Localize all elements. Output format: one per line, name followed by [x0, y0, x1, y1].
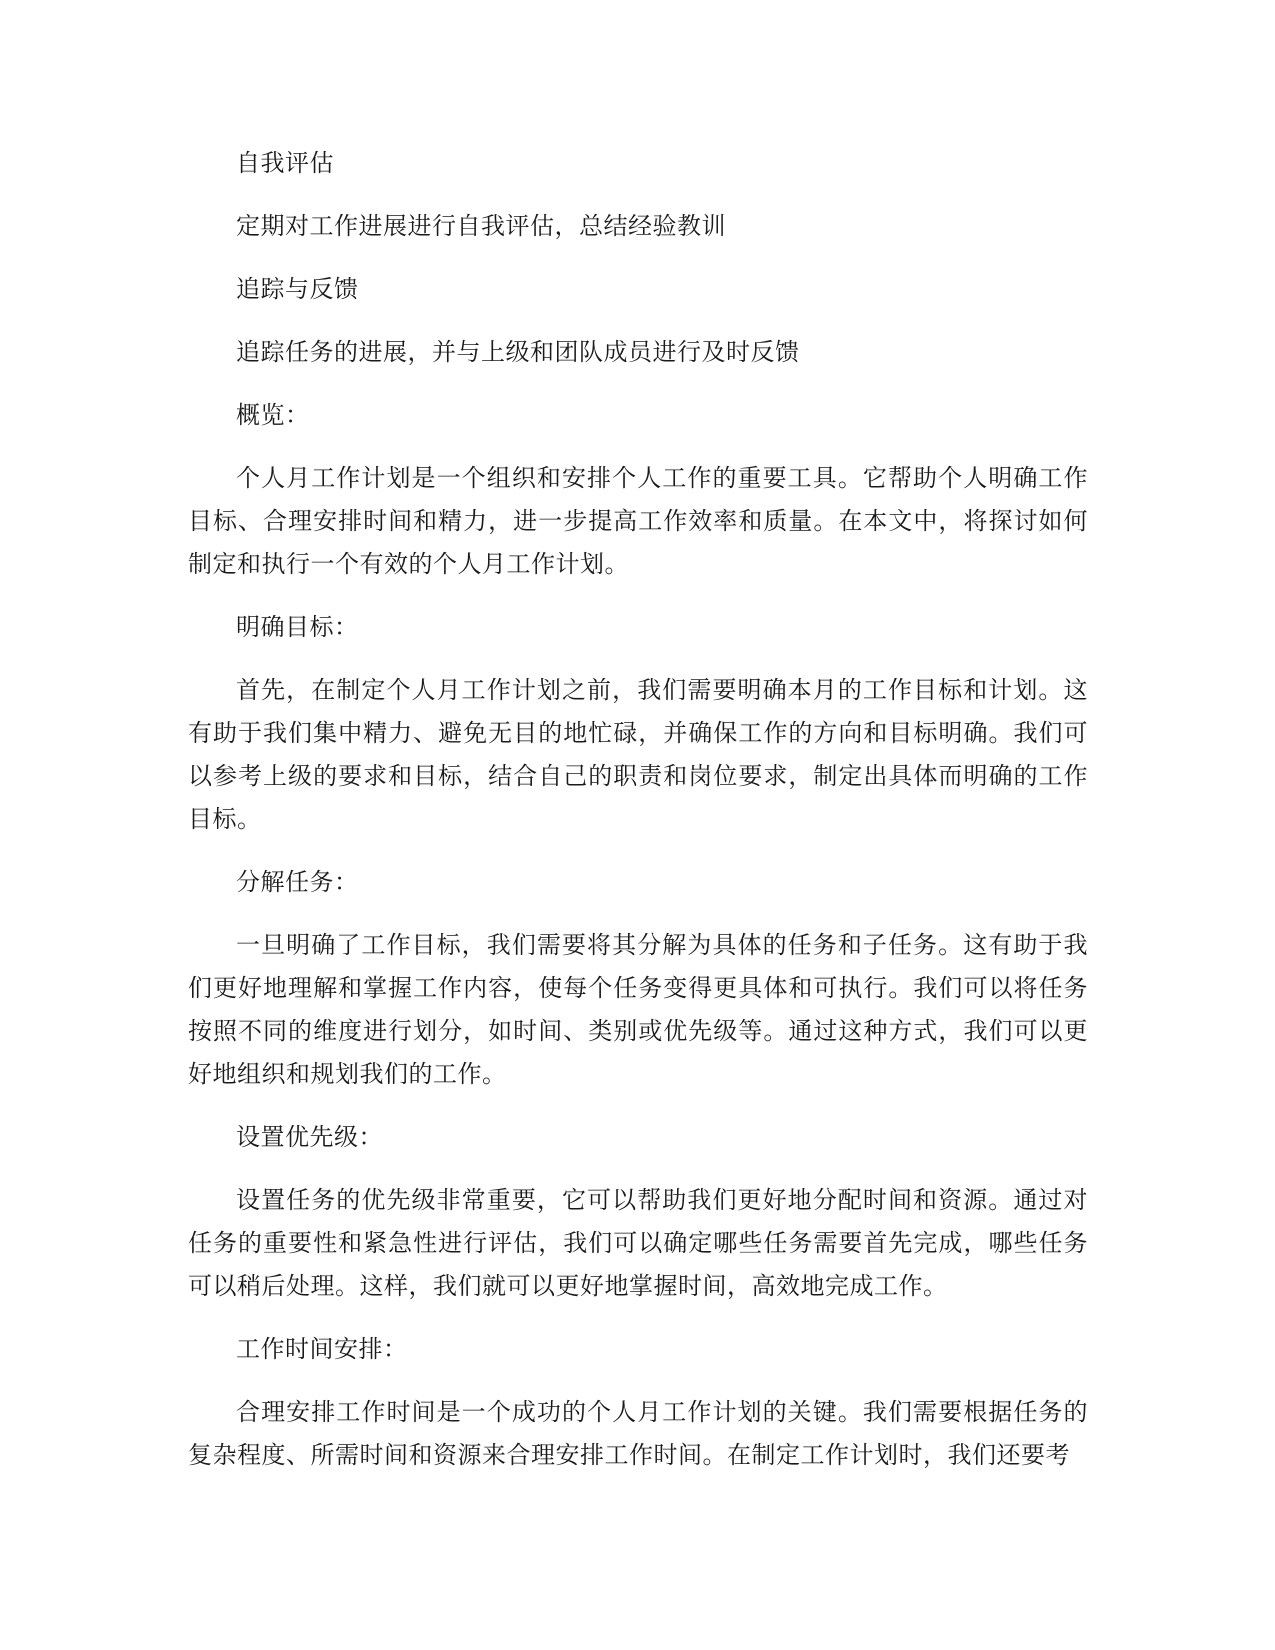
paragraph-set-priority: 设置任务的优先级非常重要，它可以帮助我们更好地分配时间和资源。通过对任务的重要性和紧急性进行评估，我们可以确定哪些任务需要首先完成，哪些任务可以稍后处理。这样，我们就可以更好地掌握时间，高效地完成工作。 — [188, 1186, 1088, 1300]
document-body — [188, 142, 1088, 1497]
section-heading-clear-goals: 明确目标： — [236, 613, 359, 641]
paragraph-clear-goals: 首先，在制定个人月工作计划之前，我们需要明确本月的工作目标和计划。这有助于我们集中精力、避免无目的地忙碌，并确保工作的方向和目标明确。我们可以参考上级的要求和目标，结合自己的职责和岗位要求，制定出具体而明确的工作目标。 — [188, 676, 1088, 833]
section-heading-self-assessment: 自我评估 — [236, 149, 334, 177]
paragraph-time-schedule: 合理安排工作时间是一个成功的个人月工作计划的关键。我们需要根据任务的复杂程度、所需时间和资源来合理安排工作时间。在制定工作计划时，我们还要考 — [188, 1398, 1088, 1469]
section-heading-time-schedule: 工作时间安排： — [236, 1335, 408, 1363]
section-heading-tracking-feedback: 追踪与反馈 — [236, 275, 359, 303]
paragraph-self-assessment: 定期对工作进展进行自我评估，总结经验教训 — [236, 212, 726, 240]
section-heading-overview: 概览： — [236, 401, 310, 429]
paragraph-overview: 个人月工作计划是一个组织和安排个人工作的重要工具。它帮助个人明确工作目标、合理安排时间和精力，进一步提高工作效率和质量。在本文中，将探讨如何制定和执行一个有效的个人月工作计划。 — [188, 464, 1088, 578]
section-heading-set-priority: 设置优先级： — [236, 1123, 383, 1151]
paragraph-break-down-tasks: 一旦明确了工作目标，我们需要将其分解为具体的任务和子任务。这有助于我们更好地理解和掌握工作内容，使每个任务变得更具体和可执行。我们可以将任务按照不同的维度进行划分，如时间、类别或优先级等。通过这种方式，我们可以更好地组织和规划我们的工作。 — [188, 931, 1088, 1088]
paragraph-tracking-feedback: 追踪任务的进展，并与上级和团队成员进行及时反馈 — [236, 338, 800, 366]
section-heading-break-down-tasks: 分解任务： — [236, 868, 359, 896]
